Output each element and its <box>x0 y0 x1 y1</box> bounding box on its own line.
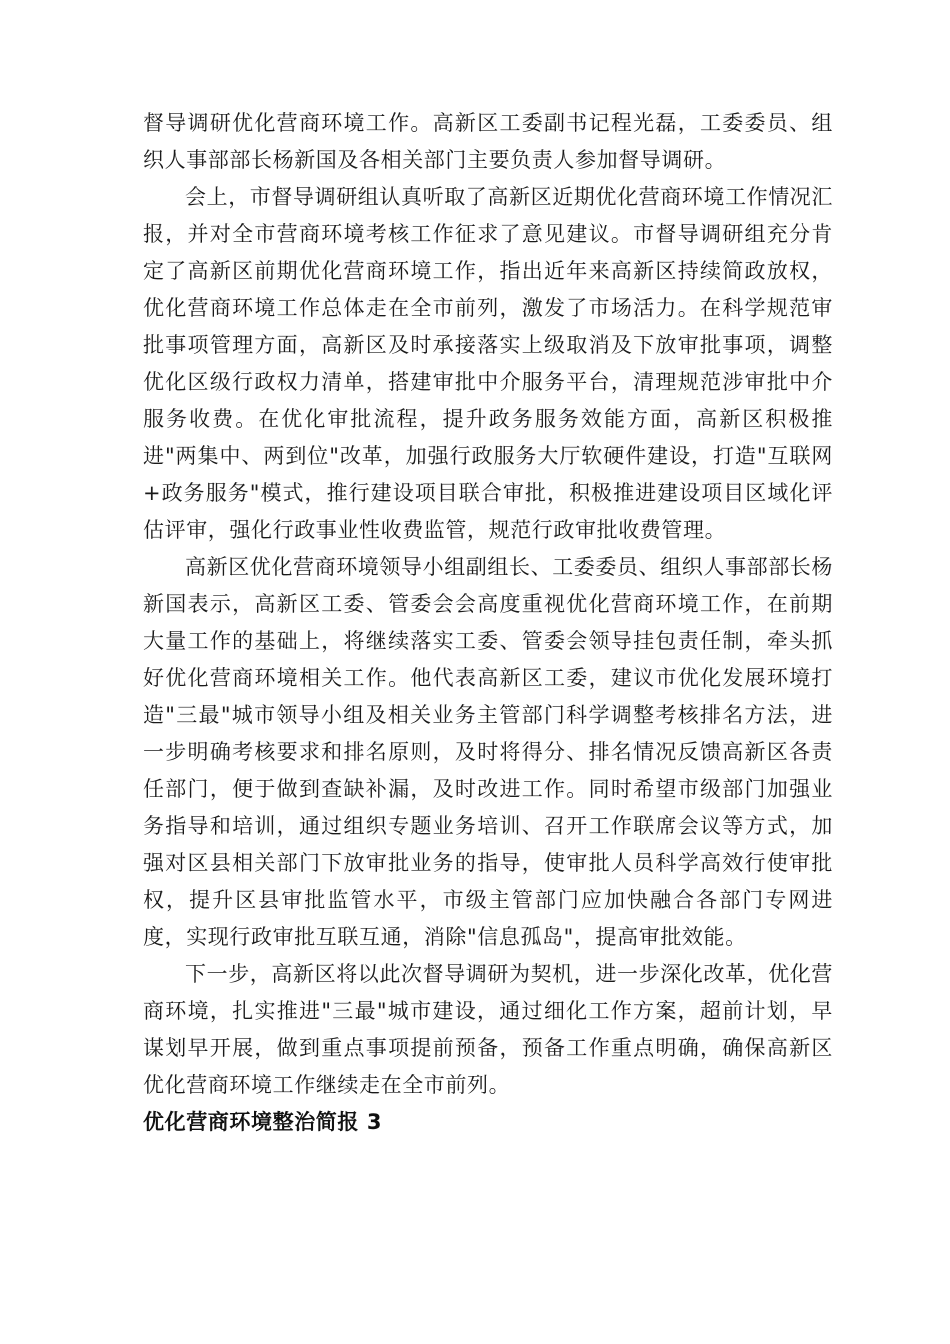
paragraph-next-step: 下一步，高新区将以此次督导调研为契机，进一步深化改革，优化营商环境，扎实推进"三最"城市建设，通过细化工作方案，超前计划，早谋划早开展，做到重点事项提前预备，预备工作重点明确，确保高新区优化营商环境工作继续走在全市前列。 <box>143 962 833 1097</box>
paragraph-statement: 高新区优化营商环境领导小组副组长、工委委员、组织人事部部长杨新国表示，高新区工委、管委会会高度重视优化营商环境工作，在前期大量工作的基础上，将继续落实工委、管委会领导挂包责任制，牵头抓好优化营商环境相关工作。他代表高新区工委，建议市优化发展环境打造"三最"城市领导小组及相关业务主管部门科学调整考核排名方法，进一步明确考核要求和排名原则，及时将得分、排名情况反馈高新区各责任部门，便于做到查缺补漏，及时改进工作。同时希望市级部门加强业务指导和培训，通过组织专题业务培训、召开工作联席会议等方式，加强对区县相关部门下放审批业务的指导，使审批人员科学高效行使审批权，提升区县审批监管水平，市级主管部门应加快融合各部门专网进度，实现行政审批互联互通，消除"信息孤岛"，提高审批效能。 <box>143 555 833 949</box>
paragraph-continuation: 督导调研优化营商环境工作。高新区工委副书记程光磊，工委委员、组织人事部部长杨新国及各相关部门主要负责人参加督导调研。 <box>143 111 833 172</box>
section-title: 优化营商环境整治简报 3 <box>143 1110 383 1134</box>
document-page <box>143 105 833 1141</box>
paragraph-meeting: 会上，市督导调研组认真听取了高新区近期优化营商环境工作情况汇报，并对全市营商环境考核工作征求了意见建议。市督导调研组充分肯定了高新区前期优化营商环境工作，指出近年来高新区持续简政放权，优化营商环境工作总体走在全市前列，激发了市场活力。在科学规范审批事项管理方面，高新区及时承接落实上级取消及下放审批事项，调整优化区级行政权力清单，搭建审批中介服务平台，清理规范涉审批中介服务收费。在优化审批流程，提升政务服务效能方面，高新区积极推进"两集中、两到位"改革，加强行政服务大厅软硬件建设，打造"互联网+政务服务"模式，推行建设项目联合审批，积极推进建设项目区域化评估评审，强化行政事业性收费监管，规范行政审批收费管理。 <box>143 185 833 542</box>
